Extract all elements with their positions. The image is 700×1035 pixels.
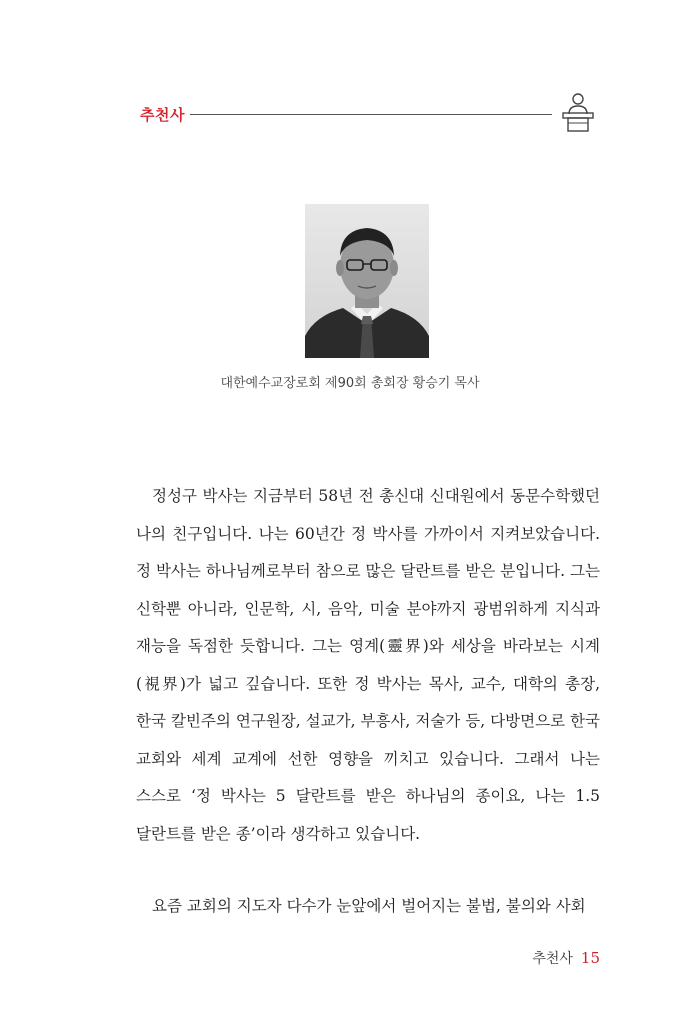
portrait-photo [305, 204, 429, 358]
paragraph: 정성구 박사는 지금부터 58년 전 총신대 신대원에서 동문수학했던 나의 친구입니다. 나는 60년간 정 박사를 가까이서 지켜보았습니다. 정 박사는 하나님께로부터 참으로 많은 달란트를 받은 분입니다. 그는 신학뿐 아니라, 인문학, 시, 음악, 미술 분야까지 광범위하게 지식과 재능을 독점한 듯합니다. 그는 영계(靈界)와 세상을 바라보는 시계(視界)가 넓고 깊습니다. 또한 정 박사는 목사, 교수, 대학의 총장, 한국 칼빈주의 연구원장, 설교가, 부흥사, 저술가 등, 다방면으로 한국 교회와 세계 교계에 선한 영향을 끼치고 있습니다. 그래서 나는 스스로 ‘정 박사는 5 달란트를 받은 하나님의 종이요, 나는 1.5 달란트를 받은 종’이라 생각하고 있습니다. [136, 487, 600, 843]
section-title: 추천사 [140, 106, 185, 124]
header-rule [190, 114, 552, 115]
page-number: 15 [580, 949, 600, 967]
podium-speaker-icon [560, 92, 596, 132]
page-footer [532, 948, 600, 968]
running-title: 추천사 [532, 951, 573, 967]
photo-caption: 대한예수교장로회 제90회 총회장 황승기 목사 [220, 376, 480, 391]
paragraph: 요즘 교회의 지도자 다수가 눈앞에서 벌어지는 불법, 불의와 사회 [152, 897, 586, 915]
page-header [140, 102, 600, 138]
portrait-illustration [305, 204, 429, 358]
body-text [136, 478, 600, 926]
